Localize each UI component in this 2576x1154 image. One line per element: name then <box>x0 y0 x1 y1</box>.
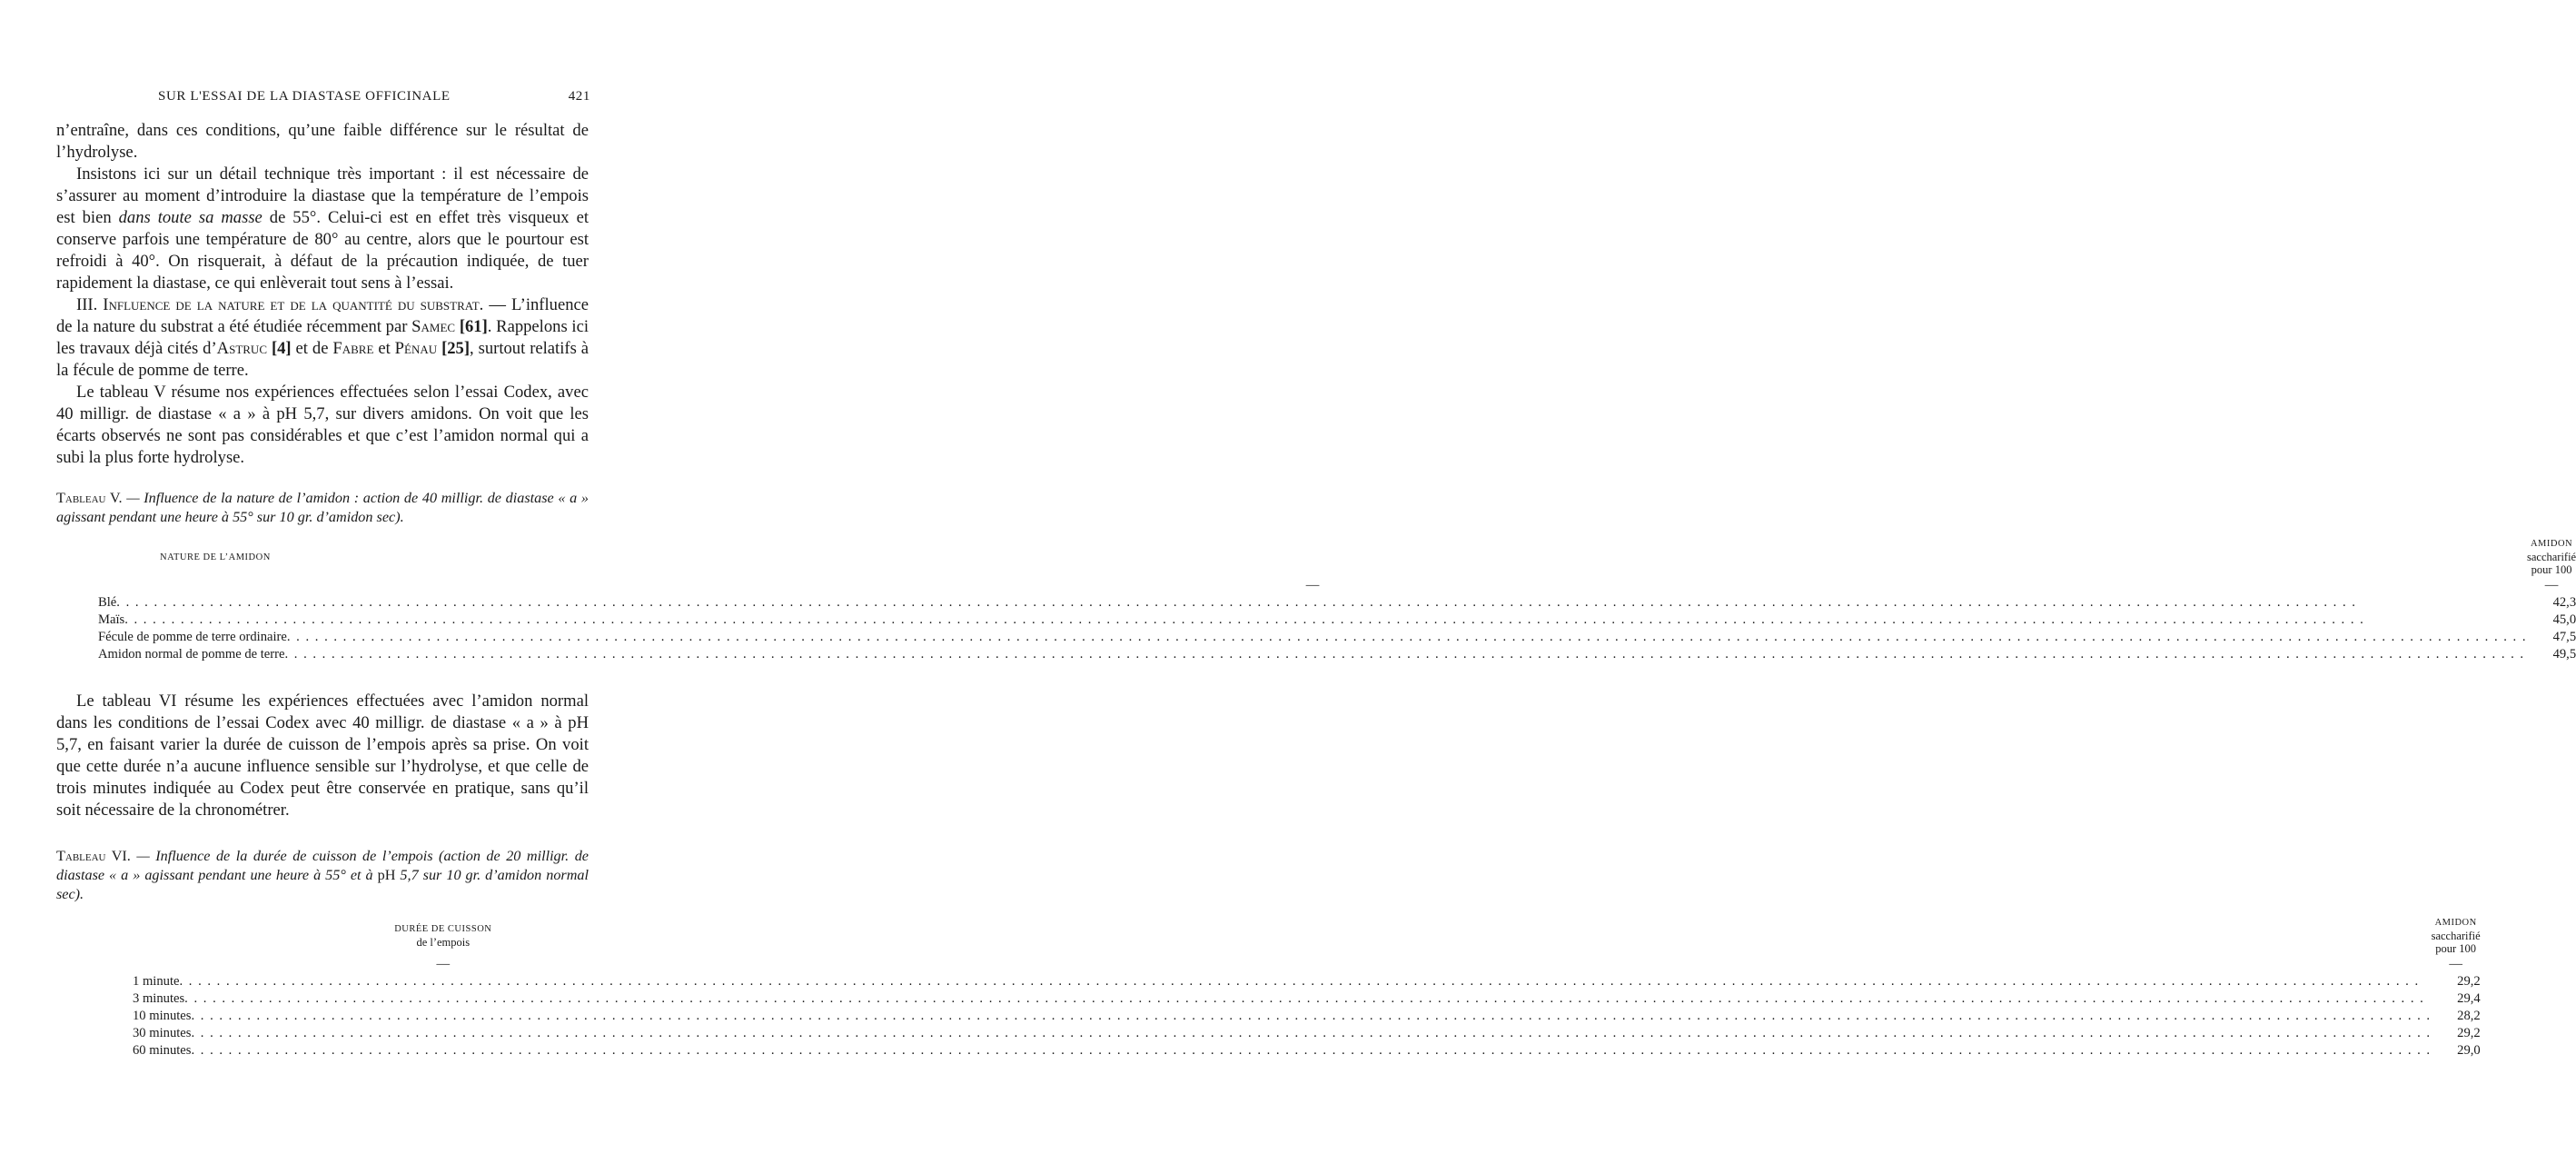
table-5-col2-header-2: saccharifié <box>2526 551 2576 563</box>
paragraph-3-text-a: — L’influence de la nature du substrat a été étudiée récemment par <box>56 295 589 336</box>
table-5-col1-header <box>98 538 2527 576</box>
table-row <box>89 973 2481 990</box>
table-row <box>89 1042 2481 1059</box>
table-6-col1-header-1: DURÉE DE CUISSON <box>394 924 492 934</box>
table-row <box>89 1025 2481 1042</box>
table-5-row-1-value: 42,3 <box>2552 595 2576 610</box>
table-6-row-3-label <box>89 1008 2432 1025</box>
table-row <box>98 646 2576 663</box>
page-number: 421 <box>568 89 590 104</box>
section-number: III. <box>76 295 104 314</box>
row-label: 1 minute <box>133 974 180 989</box>
reference-61: [61] <box>459 317 488 336</box>
author-penau: Pénau <box>394 339 438 358</box>
table-6-dash-1: — <box>436 957 451 971</box>
table-5-caption <box>56 489 589 527</box>
table-5-row-3-value: 47,5 <box>2552 630 2576 644</box>
body-text-2 <box>56 691 589 821</box>
paragraph-2 <box>56 164 589 294</box>
table-5-row-4-label <box>98 646 2527 663</box>
table-6-row-1-label <box>89 973 2432 990</box>
table-6-col2-header-3: pour 100 <box>2435 942 2477 955</box>
table-5-label: Tableau V. <box>56 490 123 506</box>
row-label: Maïs <box>98 612 125 627</box>
paragraph-2-italic: dans toute sa masse <box>118 208 263 227</box>
body-text <box>56 120 589 469</box>
dot-leader <box>284 646 2527 663</box>
table-6-col2-header-1: AMIDON <box>2434 918 2477 928</box>
running-title: SUR L'ESSAI DE LA DIASTASE OFFICINALE <box>158 89 451 104</box>
author-samec: Samec <box>411 317 456 336</box>
dot-leader <box>124 612 2527 629</box>
table-5 <box>98 538 2576 663</box>
table-5-col2-header <box>2527 538 2576 576</box>
table-6-dash-spacer <box>798 955 2432 973</box>
table-6-col2-header-2: saccharifié <box>2431 930 2481 942</box>
table-6-col1-header <box>89 917 798 955</box>
table-6-row-2-label <box>89 990 2432 1008</box>
dot-leader <box>191 1025 2431 1042</box>
table-row <box>89 990 2481 1008</box>
table-6-row-5-label <box>89 1042 2432 1059</box>
paragraph-3-text-b: . Rappelons ici les travaux déjà cités d’ <box>56 317 589 358</box>
table-6-row-4-value: 29,2 <box>2457 1026 2481 1040</box>
table-6-caption-text-a: — Influence de la durée de cuisson de l’empois (action de 20 milligr. de diastase « a » agissant pendant une heure à 55° et à <box>56 848 589 883</box>
table-5-row-1-label <box>98 594 2527 612</box>
running-header <box>56 89 589 109</box>
section-heading: Influence de la nature et de la quantité du substrat. <box>103 295 484 314</box>
paragraph-2-text-a: Insistons ici sur un détail technique très important : il est nécessaire de s’assurer au moment d’introduire la diastase que la température de l’empois est bien <box>56 164 589 227</box>
table-row <box>89 1008 2481 1025</box>
table-6 <box>89 917 2481 1059</box>
table-6-col1-header-2: de l’empois <box>416 936 471 949</box>
table-5-dash-2: — <box>2544 578 2559 592</box>
table-row <box>98 594 2576 612</box>
row-label: Amidon normal de pomme de terre <box>98 647 285 662</box>
row-label: Fécule de pomme de terre ordinaire <box>98 630 287 644</box>
row-label: 60 minutes <box>133 1043 192 1058</box>
dot-leader <box>191 1042 2431 1059</box>
table-6-row-4-label <box>89 1025 2432 1042</box>
paragraph-3-text-e: , surtout relatifs à la fécule de pomme de terre. <box>56 339 590 380</box>
table-6-row-1-value: 29,2 <box>2457 974 2481 989</box>
table-row <box>98 612 2576 629</box>
table-5-row-4-value: 49,5 <box>2552 647 2576 662</box>
table-5-row-2-value: 45,0 <box>2552 612 2576 627</box>
dot-leader <box>184 990 2431 1008</box>
dot-leader <box>191 1008 2431 1025</box>
table-6-label: Tableau VI. <box>56 848 131 864</box>
author-astruc: Astruc <box>216 339 267 358</box>
table-5-row-3-label <box>98 629 2527 646</box>
table-6-row-3-value: 28,2 <box>2457 1009 2481 1023</box>
row-label: 30 minutes <box>133 1026 192 1040</box>
table-5-col2-header-3: pour 100 <box>2531 563 2572 576</box>
row-label: 10 minutes <box>133 1009 192 1023</box>
dot-leader <box>179 973 2431 990</box>
table-5-caption-text: — Influence de la nature de l’amidon : action de 40 milligr. de diastase « a » agissant pendant une heure à 55° sur 10 gr. d’amidon sec). <box>56 490 590 525</box>
table-6-col2-header <box>2432 917 2481 955</box>
reference-25: [25] <box>441 339 471 358</box>
reference-4: [4] <box>271 339 292 358</box>
table-6-caption <box>56 847 589 904</box>
table-6-caption-text-b: 5,7 sur 10 gr. d’amidon normal sec). <box>56 867 589 902</box>
table-row <box>98 629 2576 646</box>
table-6-header-spacer <box>798 917 2432 955</box>
table-5-col2-header-1: AMIDON <box>2530 539 2573 549</box>
table-6-caption-ph: pH <box>377 867 396 883</box>
row-label: 3 minutes <box>133 991 185 1006</box>
table-5-dash-1: — <box>1305 578 1320 592</box>
paragraph-1: n’entraîne, dans ces conditions, qu’une faible différence sur le résultat de l’hydrolyse. <box>56 121 589 162</box>
table-6-dash-2: — <box>2449 957 2462 971</box>
paragraph-3 <box>56 294 589 382</box>
dot-leader <box>116 594 2527 612</box>
author-fabre: Fabre <box>332 339 374 358</box>
paragraph-2-text-b: de 55°. Celui-ci est en effet très visqueux et conserve parfois une température de 80° au centre, alors que le pourtour est refroidi à 40°. On risquerait, à défaut de la précaution indiquée, de tuer rapidement la diastase, ce qui enlèverait tout sens à l’essai. <box>56 208 589 293</box>
row-label: Blé <box>98 595 117 610</box>
table-5-col1-header-text: NATURE DE L’AMIDON <box>160 552 271 562</box>
table-6-row-2-value: 29,4 <box>2457 991 2481 1006</box>
paragraph-5: Le tableau VI résume les expériences effectuées avec l’amidon normal dans les conditions de l’essai Codex avec 40 milligr. de diastase « a » à pH 5,7, en faisant varier la durée de cuisson de l’empois après sa prise. On voit que cette durée n’a aucune influence sensible sur l’hydrolyse, et que celle de trois minutes indiquée au Codex peut être conservée en pratique, sans qu’il soit nécessaire de la chronométrer. <box>56 691 589 820</box>
page <box>56 89 2576 1059</box>
paragraph-4: Le tableau V résume nos expériences effectuées selon l’essai Codex, avec 40 milligr. de diastase « a » à pH 5,7, sur divers amidons. On voit que les écarts observés ne sont pas considérables et que c’est l’amidon normal qui a subi la plus forte hydrolyse. <box>56 383 589 467</box>
paragraph-3-text-c: et de <box>291 339 333 358</box>
table-5-row-2-label <box>98 612 2527 629</box>
dot-leader <box>287 629 2527 646</box>
paragraph-3-text-d: et <box>373 339 395 358</box>
table-6-row-5-value: 29,0 <box>2457 1043 2481 1058</box>
